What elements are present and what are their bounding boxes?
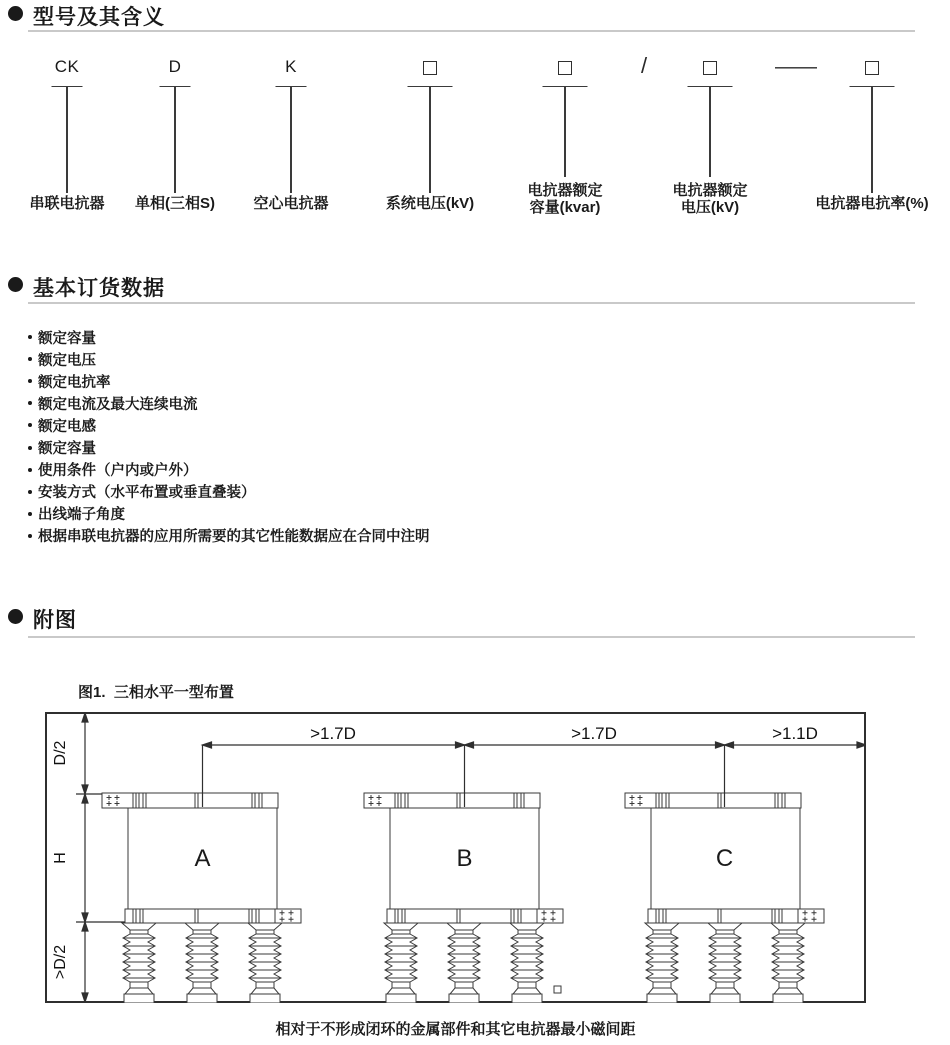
dim-spacing-ab: >1.7D [310, 724, 356, 743]
placeholder-box-icon [423, 61, 437, 75]
model-item-label: 电抗器额定 电压(kV) [672, 182, 748, 216]
bullet-dot-icon [28, 379, 32, 383]
bullet-dot-icon [28, 534, 32, 538]
reactor-a-drawing [102, 793, 301, 1003]
bullet-dot-icon [28, 490, 32, 494]
dim-d-half: D/2 [52, 740, 69, 766]
model-code-text: D [168, 57, 182, 76]
model-item-label: 单相(三相S) [135, 195, 215, 212]
list-item: 安装方式（水平布置或垂直叠装） [28, 481, 430, 503]
reactor-c-drawing [625, 793, 824, 1003]
connector-stem [564, 87, 566, 177]
detail-square [554, 986, 561, 993]
dim-height-h: H [52, 852, 69, 864]
figure-number-label: 图1. 三相水平一型布置 [78, 684, 234, 701]
model-separator-dash: — [775, 56, 817, 78]
model-separator-slash: / [640, 53, 648, 78]
list-item: 额定电感 [28, 414, 430, 436]
list-item: 额定容量 [28, 326, 430, 348]
figure-drawing [45, 712, 866, 1003]
section-bullet-icon [8, 6, 23, 21]
dim-spacing-c-wall: >1.1D [772, 724, 818, 743]
bullet-dot-icon [28, 512, 32, 516]
bullet-dot-icon [28, 423, 32, 427]
section-divider [28, 636, 915, 638]
section-bullet-icon [8, 609, 23, 624]
model-code-text: K [285, 57, 297, 76]
model-item-label: 串联电抗器 [29, 195, 105, 212]
connector-stem [871, 87, 873, 193]
connector-stem [429, 87, 431, 193]
reactor-a-label: A [194, 845, 211, 872]
placeholder-box-icon [703, 61, 717, 75]
connector-stem [66, 87, 68, 193]
placeholder-box-icon [558, 61, 572, 75]
dim-d-half-min: >D/2 [52, 944, 69, 980]
list-item: 额定容量 [28, 436, 430, 458]
dim-spacing-bc: >1.7D [571, 724, 617, 743]
bullet-dot-icon [28, 335, 32, 339]
list-item: 额定电流及最大连续电流 [28, 392, 430, 414]
model-item-label: 电抗器额定 容量(kvar) [527, 182, 603, 216]
reactor-b-drawing [364, 793, 563, 1003]
list-item: 出线端子角度 [28, 503, 430, 525]
list-item: 额定电抗率 [28, 370, 430, 392]
section-divider [28, 30, 915, 32]
bullet-dot-icon [28, 446, 32, 450]
placeholder-box-icon [865, 61, 879, 75]
model-item-label: 空心电抗器 [253, 195, 329, 212]
bullet-dot-icon [28, 357, 32, 361]
list-item: 额定电压 [28, 348, 430, 370]
section-divider [28, 302, 915, 304]
dimension-lines-left [76, 713, 125, 1002]
figure-caption: 相对于不形成闭环的金属部件和其它电抗器最小磁间距 [275, 1021, 636, 1038]
list-item: 使用条件（户内或户外） [28, 459, 430, 481]
bullet-dot-icon [28, 468, 32, 472]
model-item-label: 系统电压(kV) [385, 195, 475, 212]
model-item-label: 电抗器电抗率(%) [815, 195, 929, 212]
model-code-text: CK [54, 57, 80, 76]
list-item: 根据串联电抗器的应用所需要的其它性能数据应在合同中注明 [28, 525, 430, 547]
connector-stem [709, 87, 711, 177]
connector-stem [174, 87, 176, 193]
ordering-data-list [28, 326, 430, 547]
section-title-ordering: 基本订货数据 [33, 277, 165, 300]
bullet-dot-icon [28, 401, 32, 405]
section-bullet-icon [8, 277, 23, 292]
reactor-b-label: B [456, 845, 473, 872]
reactor-c-label: C [715, 845, 734, 872]
section-title-model: 型号及其含义 [33, 6, 165, 29]
connector-stem [290, 87, 292, 193]
section-title-figure: 附图 [33, 609, 77, 632]
